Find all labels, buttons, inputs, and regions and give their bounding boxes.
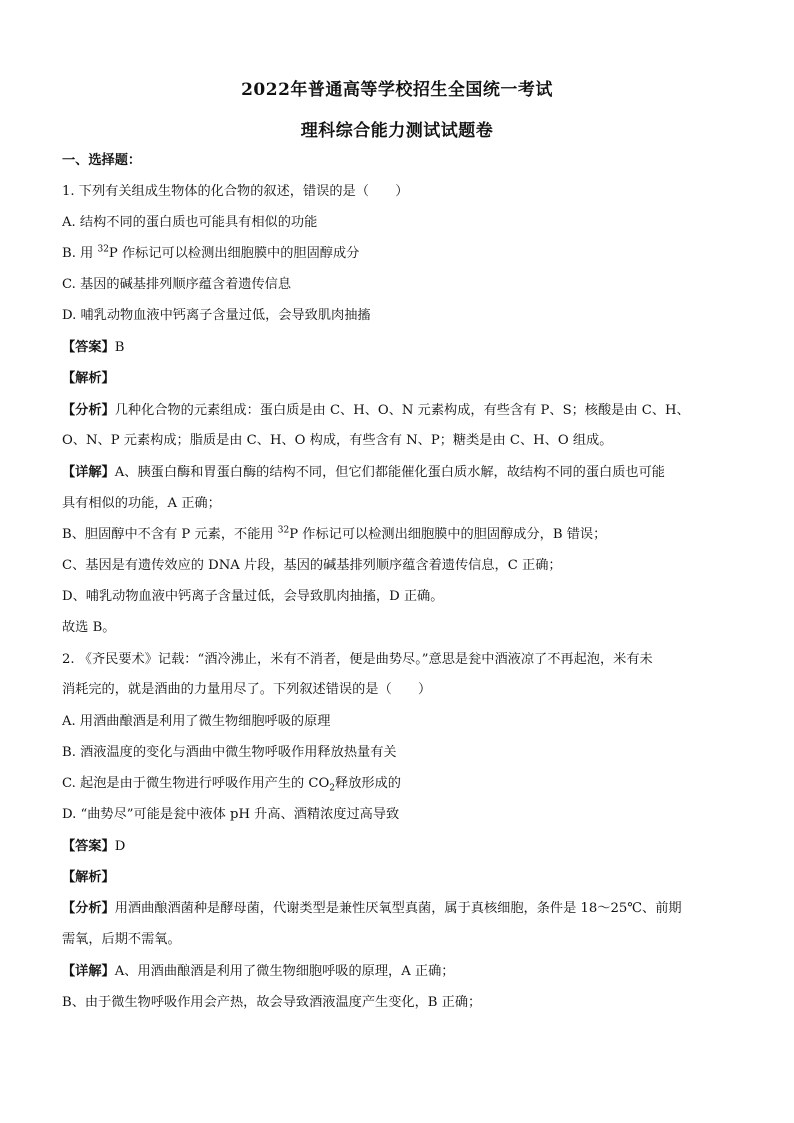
q1-option-b: B. 用 $^{32}$P 作标记可以检测出细胞膜中的胆固醇成分 bbox=[62, 244, 360, 261]
q1-option-c: C. 基因的碱基排列顺序蕴含着遗传信息 bbox=[62, 277, 292, 292]
q1-option-a: A. 结构不同的蛋白质也可能具有相似的功能 bbox=[62, 215, 318, 230]
q2-option-c: C. 起泡是由于微生物进行呼吸作用产生的 $CO_2$释放形成的 bbox=[62, 776, 401, 794]
q2-option-a: A. 用酒曲酿酒是利用了微生物细胞呼吸的原理 bbox=[62, 714, 331, 729]
exam-subtitle: 理科综合能力测试试题卷 bbox=[300, 121, 494, 141]
q1-xiangjie-line1: 【详解】A、胰蛋白酶和胃蛋白酶的结构不同，但它们都能催化蛋白质水解，故结构不同的蛋白质也可能 bbox=[62, 465, 665, 480]
q1-answer: 【答案】B bbox=[62, 340, 125, 355]
q2-stem-line1: 2. 《齐民要术》记载：“酒冷沸止，米有不消者，便是曲势尽。”意思是瓮中酒液凉了不再起泡，米有未 bbox=[62, 652, 653, 667]
exam-title: 2022年普通高等学校招生全国统一考试 bbox=[241, 80, 553, 100]
q2-fenxi-line2: 需氧，后期不需氧。 bbox=[62, 932, 181, 947]
q1-option-d: D. 哺乳动物血液中钙离子含量过低，会导致肌肉抽搐 bbox=[62, 308, 371, 323]
q1-b-explanation: B、胆固醇中不含有 P 元素，不能用 $^{32}$P 作标记可以检测出细胞膜中的胆固醇成分，B 错误； bbox=[62, 525, 607, 542]
q1-analysis-heading: 【解析】 bbox=[62, 371, 115, 386]
q1-fenxi-line1: 【分析】几种化合物的元素组成：蛋白质是由 C、H、O、N 元素构成，有些含有 P、S；核酸是由 C、H、 bbox=[62, 403, 690, 418]
q2-option-d: D. “曲势尽”可能是瓮中液体 pH 升高、酒精浓度过高导致 bbox=[62, 807, 400, 822]
section-heading: 一、选择题： bbox=[62, 153, 142, 168]
q1-xiangjie-line2: 具有相似的功能，A 正确； bbox=[62, 496, 221, 511]
q2-b-explanation: B、由于微生物呼吸作用会产热，故会导致酒液温度产生变化，B 正确； bbox=[62, 995, 482, 1010]
q2-answer: 【答案】D bbox=[62, 839, 126, 854]
q2-xiangjie-line1: 【详解】A、用酒曲酿酒是利用了微生物细胞呼吸的原理，A 正确； bbox=[62, 964, 455, 979]
q1-d-explanation: D、哺乳动物血液中钙离子含量过低，会导致肌肉抽搐，D 正确。 bbox=[62, 589, 444, 604]
q1-fenxi-line2: O、N、P 元素构成；脂质是由 C、H、O 构成，有些含有 N、P；糖类是由 C、H、O 组成。 bbox=[62, 433, 613, 448]
q1-stem: 1. 下列有关组成生物体的化合物的叙述，错误的是（ ） bbox=[62, 184, 409, 199]
q2-stem-line2: 消耗完的，就是酒曲的力量用尽了。下列叙述错误的是（ ） bbox=[62, 682, 432, 697]
q1-c-explanation: C、基因是有遗传效应的 DNA 片段，基因的碱基排列顺序蕴含着遗传信息，C 正确； bbox=[62, 558, 562, 573]
q2-fenxi-line1: 【分析】用酒曲酿酒菌种是酵母菌，代谢类型是兼性厌氧型真菌，属于真核细胞，条件是 18～25℃、前期 bbox=[62, 901, 682, 916]
q1-conclusion: 故选 B。 bbox=[62, 620, 116, 635]
q2-option-b: B. 酒液温度的变化与酒曲中微生物呼吸作用释放热量有关 bbox=[62, 745, 397, 760]
q2-analysis-heading: 【解析】 bbox=[62, 870, 115, 885]
